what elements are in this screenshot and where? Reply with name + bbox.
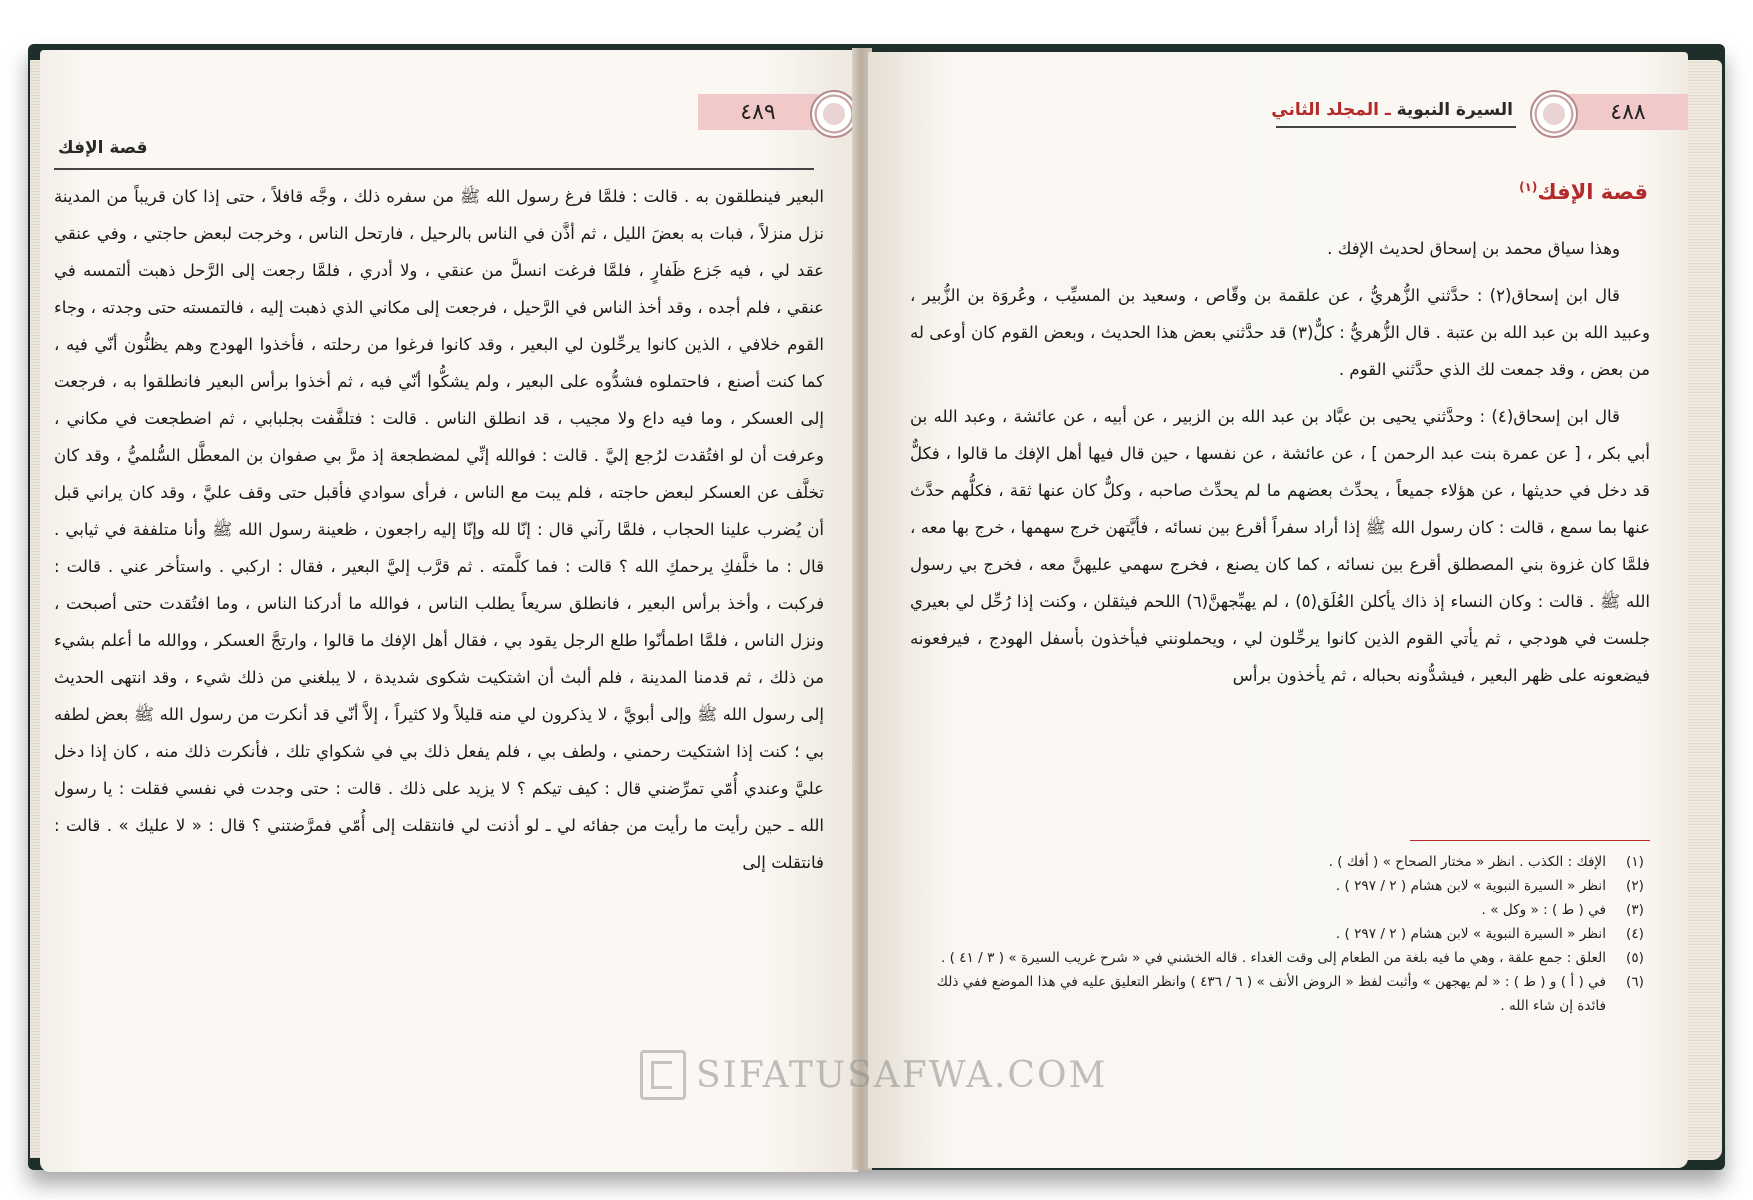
- footnote-text: انظر « السيرة النبوية » لابن هشام ( ٢ / ٢٩٧ ) .: [1335, 878, 1606, 894]
- paragraph-1: قال ابن إسحاق(٢) : حدَّثني الزُّهريُّ ، عن علقمة بن وقّاص ، وسعيد بن المسيِّب ، وعُروَة بن الزُّبير ، وعبيد الله بن عبد الله بن عتبة . قال الزُّهريُّ : كلٌّ(٣) قد حدَّثني بعض هذا الحديث ، وبعض القوم كان أوعى له من بعض ، وقد جمعت لك الذي حدَّثني القوم .: [910, 286, 1650, 379]
- footnote: [910, 970, 1650, 1018]
- footnote-rule: [1410, 840, 1650, 841]
- right-page-number: ٤٨٨: [1568, 94, 1688, 130]
- watermark: [640, 1050, 1107, 1100]
- left-page-number: ٤٨٩: [698, 94, 818, 130]
- footnote-text: انظر « السيرة النبوية » لابن هشام ( ٢ / ٢٩٧ ) .: [1335, 926, 1606, 942]
- section-heading: [1519, 180, 1648, 204]
- watermark-text: SIFATUSAFWA.COM: [696, 1054, 1108, 1096]
- left-paragraph: البعير فينطلقون به . قالت : فلمَّا فرغ رسول الله ﷺ من سفره ذلك ، وجَّه قافلاً ، حتى إذا كان قريباً من المدينة نزل منزلاً ، فبات به بعضَ الليل ، ثم أذَّن في الناس بالرحيل ، فارتحل الناس ، وخرجت لبعض حاجتي ، وفي عنقي عقد لي ، فيه جَزع ظَفارٍ ، فلمَّا فرغت انسلَّ من عنقي ، ولا أدري ، فلمَّا رجعت إلى الرَّحل ذهبت ألتمسه في عنقي ، فلم أجده ، وقد أخذ الناس في الرَّحيل ، فرجعت إلى مكاني الذي ذهبت إليه ، فالتمسته حتى وجدته ، وجاء القوم خلافي ، الذين كانوا يرحِّلون لي البعير ، وقد كانوا فرغوا من رحلته ، فأخذوا الهودج وهم يظنُّون أنّي فيه ، كما كنت أصنع ، فاحتملوه فشدُّوه على البعير ، ولم يشكُّوا أنّي فيه ، ثم أخذوا برأس البعير فانطلقوا به ، فرجعت إلى العسكر ، وما فيه داع ولا مجيب ، قد انطلق الناس . قالت : فتلفَّفت بجلبابي ، ثم اضطجعت في مكاني ، وعرفت أن لو افتُقدت لرُجع إليَّ . قالت : فوالله إنِّي لمضطجعة إذ مرَّ بي صفوان بن المعطَّل السُّلميُّ ، وقد كان تخلَّف عن العسكر لبعض حاجته ، فلم يبت مع الناس ، فرأى سوادي فأقبل حتى وقف عليَّ ، وقد كان يراني قبل أن يُضرب علينا الحجاب ، فلمَّا رآني قال : إنّا لله وإنّا إليه راجعون ، ظعينة رسول الله ﷺ وأنا متلففة في ثيابي . قال : ما خلَّفكِ يرحمكِ الله ؟ قالت : فما كلَّمته . ثم قرَّب إليَّ البعير ، فقال : اركبي . واستأخر عني . قالت : فركبت ، وأخذ برأس البعير ، فانطلق سريعاً يطلب الناس ، فوالله ما أدركنا الناس ، وما افتُقدت حتى أصبحت ، ونزل الناس ، فلمَّا اطمأنّوا طلع الرجل يقود بي ، فقال أهل الإفك ما قالوا ، وارتجَّ العسكر ، ووالله ما أعلم بشيء من ذلك ، ثم قدمنا المدينة ، فلم ألبث أن اشتكيت شكوى شديدة ، لا يبلغني من ذلك شيء ، وقد انتهى الحديث إلى رسول الله ﷺ وإلى أبويَّ ، لا يذكرون لي منه قليلاً ولا كثيراً ، إلاَّ أنّي قد أنكرت من رسول الله ﷺ بعض لطفه بي ؛ كنت إذا اشتكيت رحمني ، ولطف بي ، فلم يفعل ذلك بي في شكواي تلك ، فأنكرت ذلك منه ، كان إذا دخل عليَّ وعندي أُمّي تمرِّضني قال : كيف تيكم ؟ لا يزيد على ذلك . قالت : حتى وجدت في نفسي فقلت : يا رسول الله ـ حين رأيت ما رأيت من جفائه لي ـ لو أذنت لي فانتقلت إلى أُمّي فمرَّضتني ؟ قال : « لا عليك » . قالت : فانتقلت إلى: [54, 187, 824, 872]
- footnotes: [910, 850, 1650, 1018]
- footnote-text: الإفك : الكذب . انظر « مختار الصحاح » ( أفك ) .: [1328, 854, 1606, 870]
- left-body-text: [54, 178, 824, 881]
- footnote-number: (٢): [1626, 878, 1644, 894]
- intro-paragraph: وهذا سياق محمد بن إسحاق لحديث الإفك .: [1327, 239, 1620, 258]
- right-page: [868, 52, 1688, 1168]
- footnote: [910, 850, 1650, 874]
- footnote-text: العلق : جمع علقة ، وهي ما فيه بلغة من الطعام إلى وقت الغداء . قاله الخشني في « شرح غريب السيرة » ( ٣ / ٤١ ) .: [940, 950, 1606, 966]
- right-header-rule: [1276, 126, 1516, 128]
- left-running-title: قصة الإفك: [58, 138, 148, 158]
- footnote: [910, 946, 1650, 970]
- heading-footnote-ref: (١): [1519, 180, 1538, 194]
- footnote-number: (٣): [1626, 902, 1644, 918]
- footnote: [910, 922, 1650, 946]
- left-page: [40, 50, 858, 1172]
- right-page-edges: [1686, 60, 1722, 1160]
- book-title: السيرة النبوية: [1396, 100, 1513, 120]
- footnote: [910, 874, 1650, 898]
- footnote-number: (٤): [1626, 926, 1644, 942]
- footnote: [910, 898, 1650, 922]
- right-body-text: [910, 230, 1650, 694]
- paragraph-2: قال ابن إسحاق(٤) : وحدَّثني يحيى بن عبَّاد بن عبد الله بن الزبير ، عن أبيه ، عن عائشة ، وعبد الله بن أبي بكر ، [ عن عمرة بنت عبد الرحمن ] ، عن عائشة ، عن نفسها ، حين قال فيها أهل الإفك ما قالوا ، فكلٌّ قد دخل في حديثها ، عن هؤلاء جميعاً ، يحدِّث بعضهم ما لم يحدِّث صاحبه ، وكلٌّ كان عنها ثقة ، فكلُّهم حدَّث عنها بما سمع ، قالت : كان رسول الله ﷺ إذا أراد سفراً أقرع بين نسائه ، فأيَّتهن خرج سهمها ، خرج بها معه ، فلمَّا كان غزوة بني المصطلق أقرع بين نسائه ، كما كان يصنع ، فخرج سهمي عليهنَّ معه ، فخرج بي رسول الله ﷺ . قالت : وكان النساء إذ ذاك يأكلن العُلَق(٥) ، لم يهبِّجهنَّ(٦) اللحم فيثقلن ، وكنت إذا رُحِّل لي بعيري جلست في هودجي ، ثم يأتي القوم الذين كانوا يرحِّلون لي ، ويحملونني فيأخذون بأسفل الهودج ، فيرفعونه فيضعونه على ظهر البعير ، فيشدُّونه بحباله ، ثم يأخذون برأس: [910, 407, 1650, 685]
- footnote-text: في ( أ ) و ( ط ) : « لم يهجهن » وأثبت لفظ « الروض الأنف » ( ٦ / ٤٣٦ ) وانظر التعليق عليه في هذا الموضع ففي ذلك فائدة إن شاء الله .: [936, 974, 1606, 1014]
- footnote-number: (٥): [1626, 950, 1644, 966]
- footnote-text: في ( ط ) : « وكل » .: [1481, 902, 1606, 918]
- footnote-number: (٦): [1626, 974, 1644, 990]
- heading-text: قصة الإفك: [1537, 180, 1648, 204]
- volume-label: ـ المجلد الثاني: [1271, 100, 1391, 120]
- book-emblem-icon: [810, 90, 858, 138]
- right-running-title: [1271, 100, 1513, 120]
- book-emblem-icon: [1530, 90, 1578, 138]
- left-header-rule: [54, 168, 814, 170]
- footnote-number: (١): [1626, 854, 1644, 870]
- watermark-logo-icon: [640, 1050, 686, 1100]
